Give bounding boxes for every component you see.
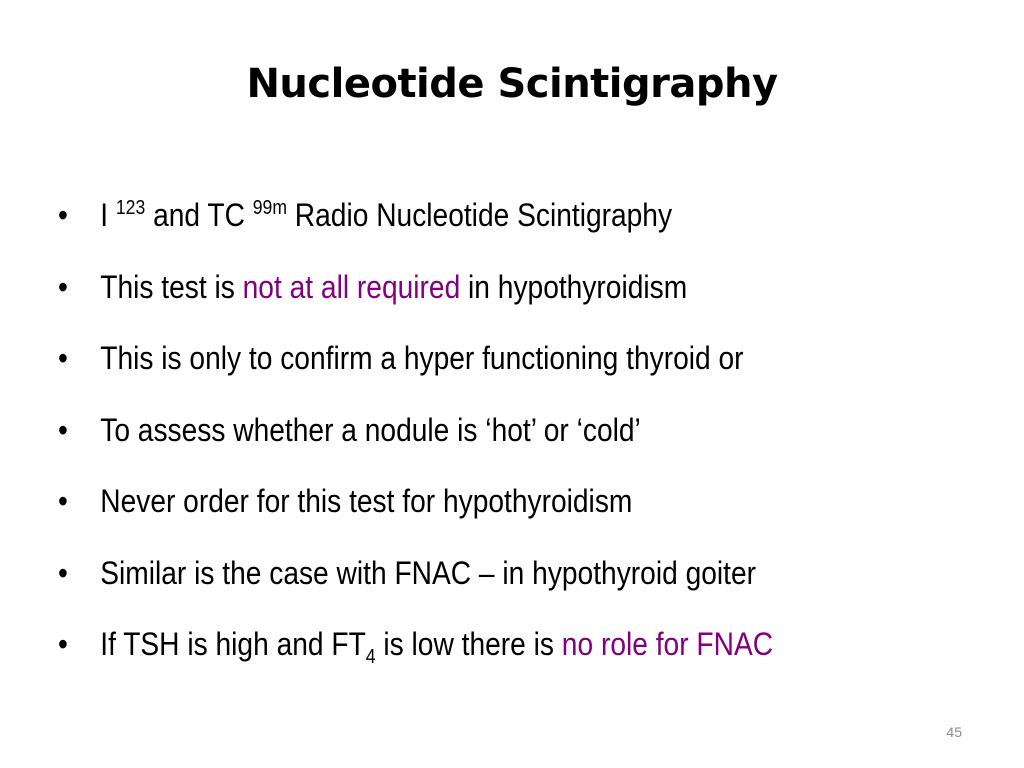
bullet-text: in hypothyroidism [460,268,688,305]
bullet-item [58,252,885,324]
page-number: 45 [946,724,962,740]
bullet-icon: • [58,268,68,305]
bullet-text: I [100,197,116,233]
bullet-text: Never order for this test for hypothyroidism [100,483,633,519]
bullet-item [58,538,885,610]
slide-title: Nucleotide Scintigraphy [246,61,778,107]
bullet-text: Similar is the case with FNAC – in hypothyroid goiter [100,554,757,591]
bullet-text: Radio Nucleotide Scintigraphy [286,197,673,233]
bullet-icon: • [58,340,68,376]
bullet-text: To assess whether a nodule is ‘hot’ or ‘cold’ [100,411,641,448]
bullet-icon: • [58,554,68,591]
bullet-item [58,395,885,467]
bullet-item [58,466,885,538]
bullet-icon: • [58,197,68,233]
subscript-text: 4 [365,646,376,668]
bullet-item [58,609,885,681]
bullet-icon: • [58,483,68,519]
bullet-list [58,180,885,681]
bullet-text: This is only to confirm a hyper functioning thyroid or [100,340,744,376]
bullet-icon: • [58,626,68,662]
bullet-text: This test is [100,268,243,305]
highlighted-text: no role for FNAC [561,626,774,662]
bullet-text: is low there is [375,626,562,662]
bullet-item [58,180,885,252]
superscript-text: 123 [115,197,146,219]
superscript-text: 99m [252,197,287,219]
highlighted-text: not at all required [242,268,461,305]
bullet-icon: • [58,411,68,448]
bullet-text: and TC [145,197,253,233]
bullet-text: If TSH is high and FT [100,626,366,662]
bullet-item [58,323,885,395]
